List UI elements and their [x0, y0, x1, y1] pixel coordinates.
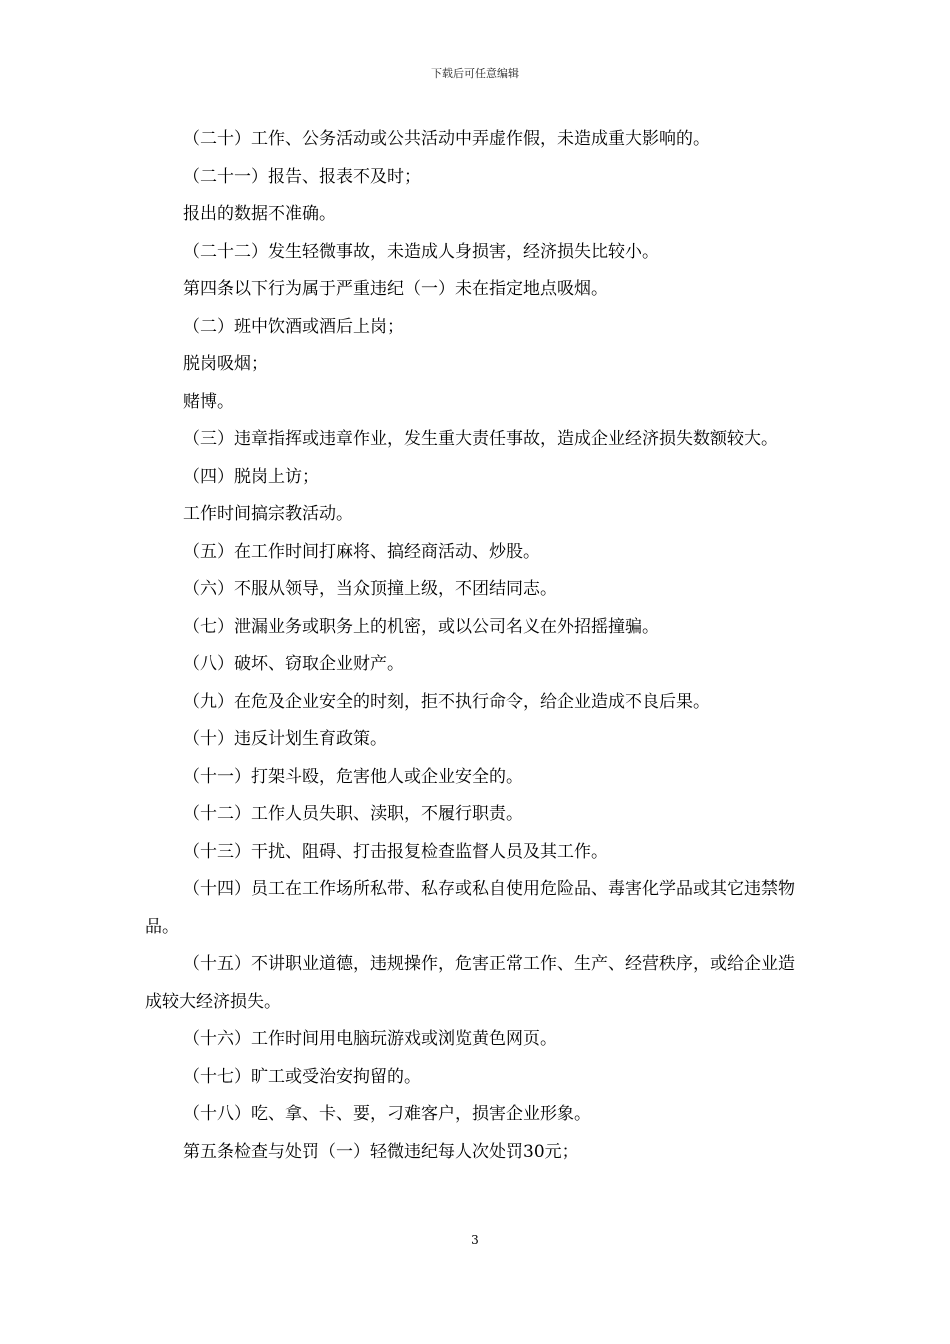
paragraph: 第五条检查与处罚（一）轻微违纪每人次处罚30元；	[183, 1141, 579, 1162]
paragraph: （十二）工作人员失职、渎职，不履行职责。	[183, 804, 523, 824]
paragraph: （十六）工作时间用电脑玩游戏或浏览黄色网页。	[183, 1029, 557, 1049]
paragraph: 第四条以下行为属于严重违纪（一）未在指定地点吸烟。	[183, 279, 608, 299]
paragraph: （十七）旷工或受治安拘留的。	[183, 1066, 421, 1087]
paragraph: （五）在工作时间打麻将、搞经商活动、炒股。	[183, 541, 540, 562]
paragraph: （七）泄漏业务或职务上的机密，或以公司名义在外招摇撞骗。	[183, 616, 659, 637]
paragraph: （二）班中饮酒或酒后上岗；	[183, 316, 404, 337]
paragraph: （二十）工作、公务活动或公共活动中弄虚作假，未造成重大影响的。	[183, 129, 710, 149]
document-body	[145, 121, 810, 1171]
paragraph: （十）违反计划生育政策。	[183, 729, 387, 749]
paragraph: （十四）员工在工作场所私带、私存或私自使用危险品、毒害化学品或其它违禁物品。	[145, 879, 795, 937]
page-header: 下载后可任意编辑	[431, 67, 519, 80]
paragraph: 工作时间搞宗教活动。	[183, 504, 353, 524]
paragraph: （二十二）发生轻微事故，未造成人身损害，经济损失比较小。	[183, 241, 659, 262]
paragraph: （二十一）报告、报表不及时；	[183, 166, 421, 187]
paragraph: （十三）干扰、阻碍、打击报复检查监督人员及其工作。	[183, 841, 608, 862]
paragraph: （三）违章指挥或违章作业，发生重大责任事故，造成企业经济损失数额较大。	[183, 429, 778, 449]
paragraph: 脱岗吸烟；	[183, 354, 268, 374]
paragraph: （十一）打架斗殴，危害他人或企业安全的。	[183, 766, 523, 787]
paragraph: （十五）不讲职业道德，违规操作，危害正常工作、生产、经营秩序，或给企业造成较大经济损失。	[145, 954, 795, 1012]
paragraph: 报出的数据不准确。	[183, 204, 336, 224]
paragraph: （九）在危及企业安全的时刻，拒不执行命令，给企业造成不良后果。	[183, 691, 710, 712]
page-number: 3	[471, 1233, 479, 1247]
paragraph: 赌博。	[183, 391, 234, 412]
paragraph: （八）破坏、窃取企业财产。	[183, 654, 404, 674]
paragraph: （四）脱岗上访；	[183, 466, 319, 487]
paragraph: （十八）吃、拿、卡、要，刁难客户，损害企业形象。	[183, 1104, 591, 1124]
paragraph: （六）不服从领导，当众顶撞上级，不团结同志。	[183, 579, 557, 599]
